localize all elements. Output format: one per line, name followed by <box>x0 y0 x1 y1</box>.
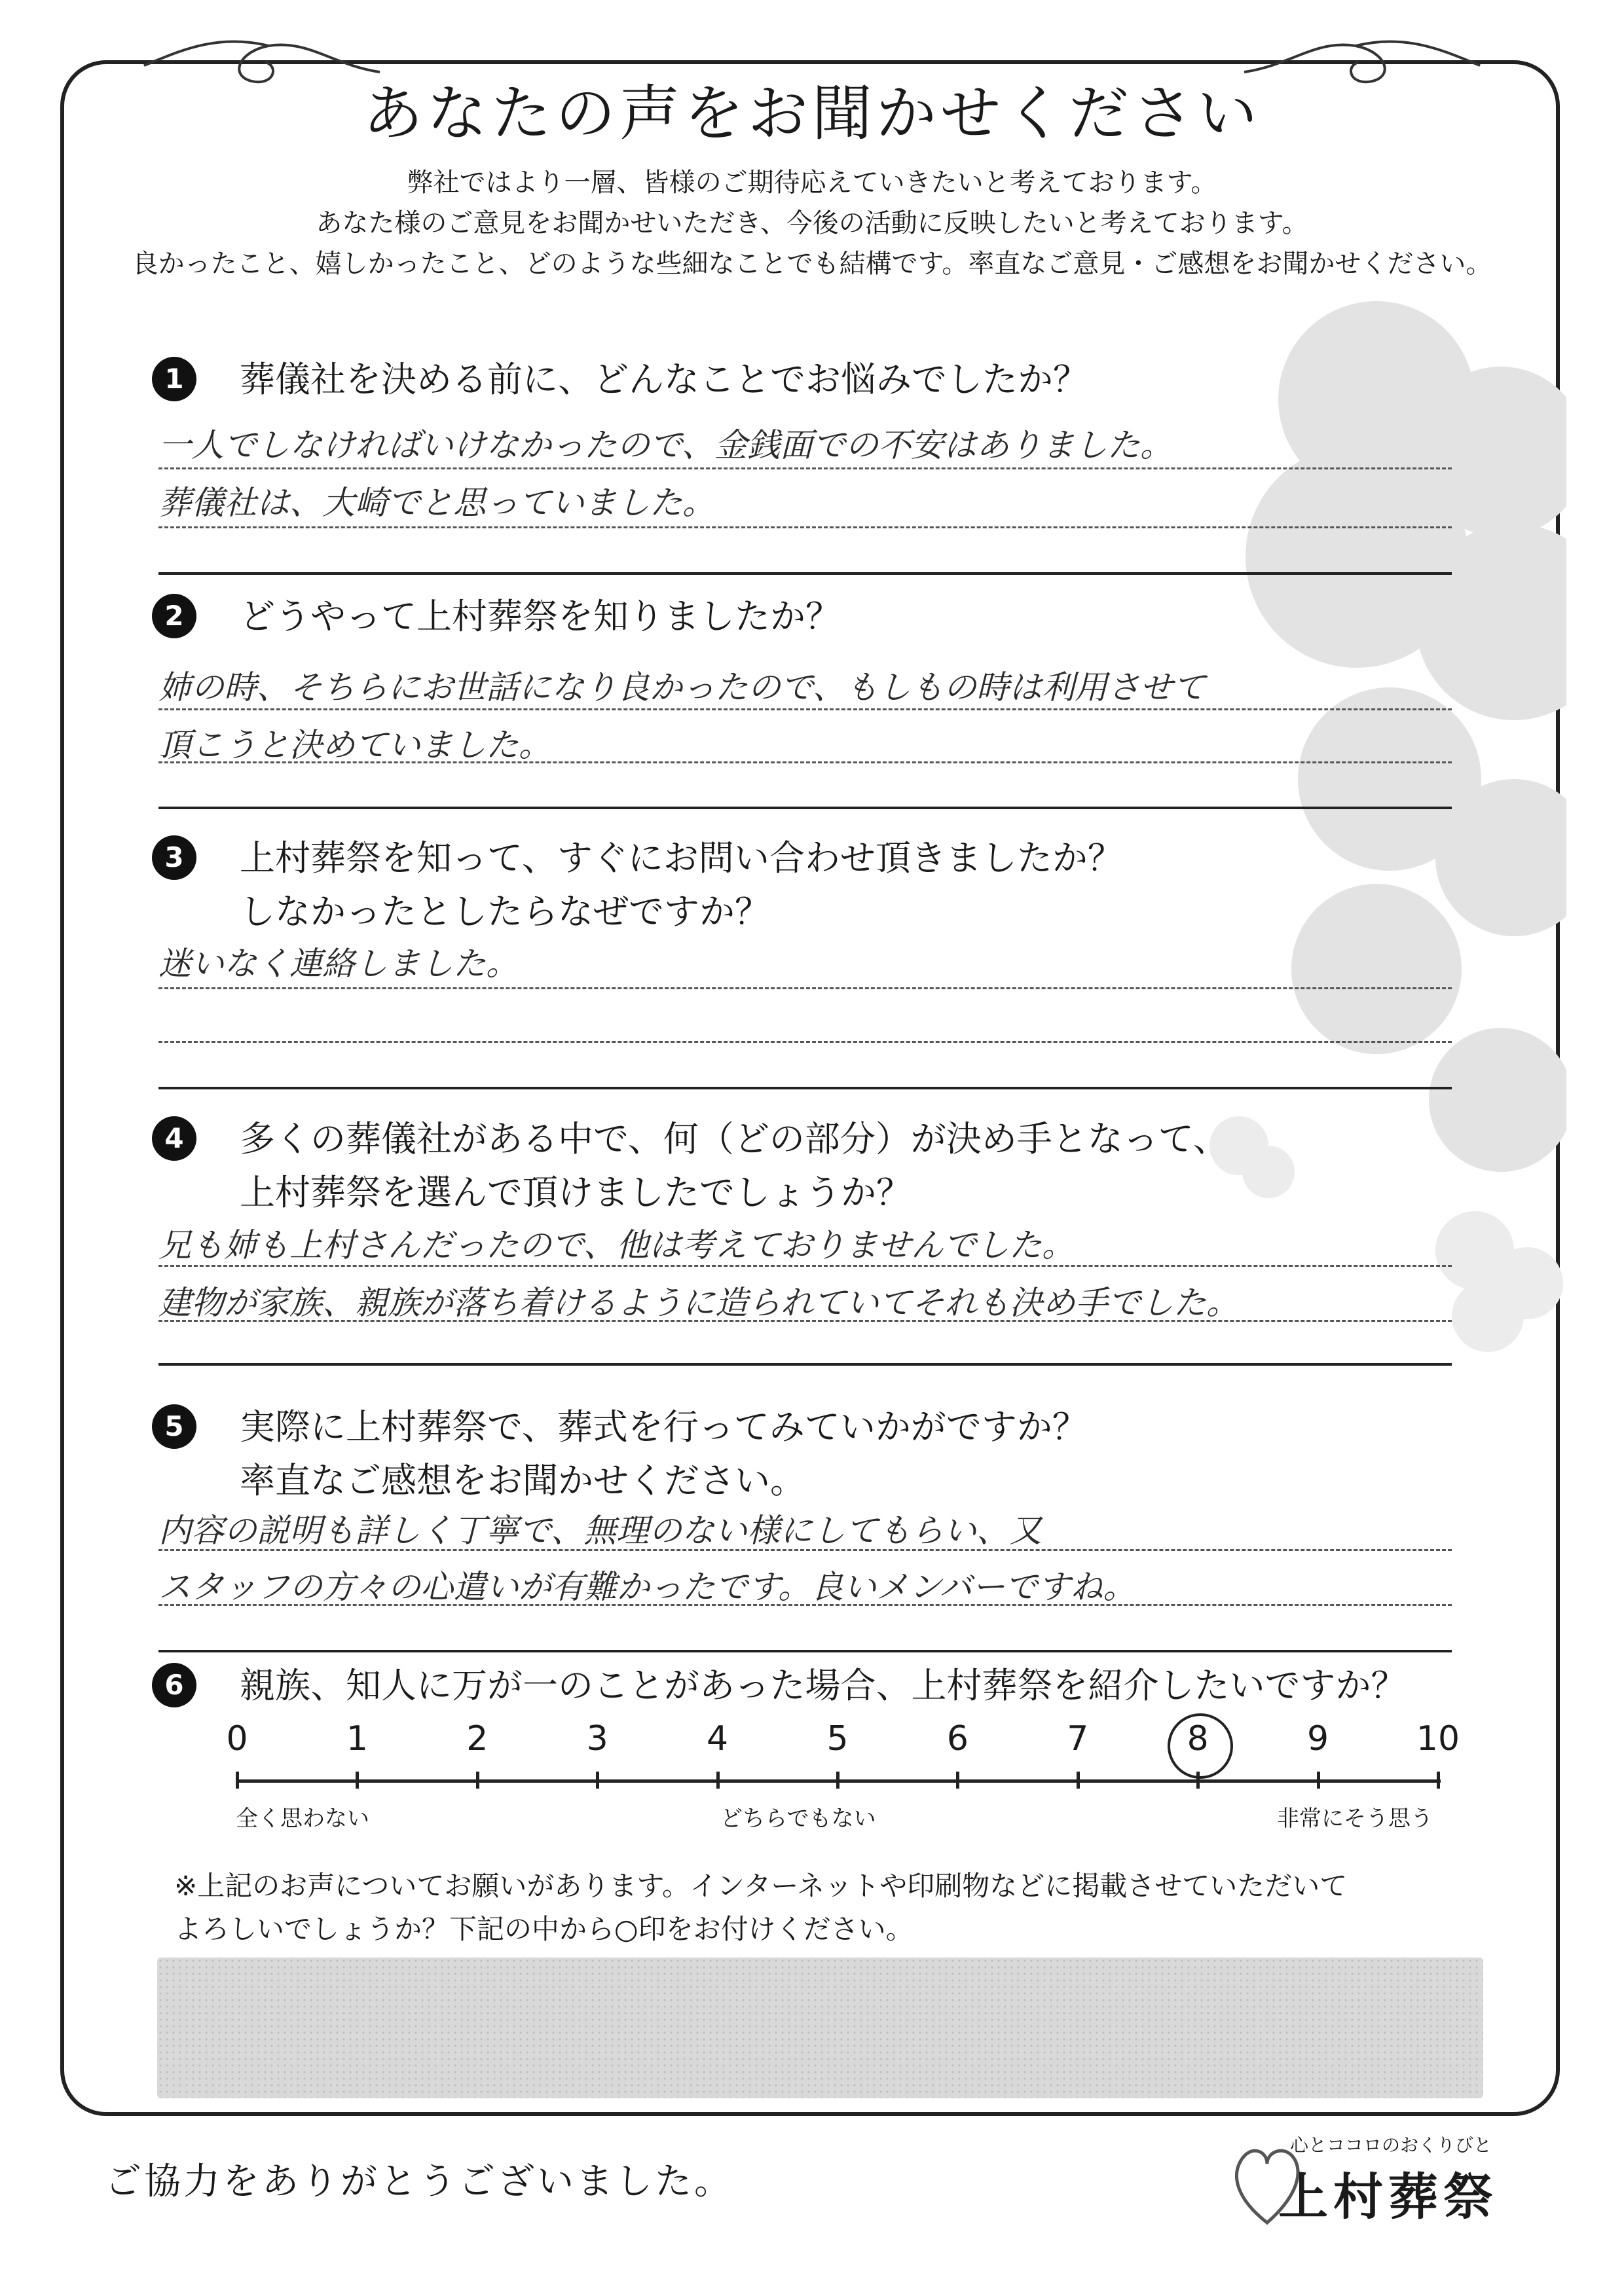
scale-tick <box>836 1772 840 1789</box>
answer-line: 一人でしなければいけなかったので、金銭面での不安はありました。 <box>158 426 1173 464</box>
thanks-message: ご協力をありがとうございました。 <box>105 2160 733 2203</box>
scale-tick <box>476 1772 479 1789</box>
section-divider <box>158 572 1452 575</box>
scale-tick <box>1077 1772 1080 1789</box>
intro-line: 弊社ではより一層、皆様のご期待応えていきたいと考えております。 <box>407 168 1217 198</box>
answer-line: スタッフの方々の心遣いが有難かったです。良いメンバーですね。 <box>158 1568 1136 1606</box>
question-number: 5 <box>152 1404 196 1449</box>
scale-number-10: 10 <box>1416 1719 1460 1758</box>
scale-number-3: 3 <box>586 1719 608 1758</box>
logo-tagline: 心とココロのおくりびと <box>1290 2134 1492 2156</box>
question-text-line: 実際に上村葬祭で、葬式を行ってみていかがですか？ <box>240 1406 1088 1448</box>
question-text-line: 多くの葬儀社がある中で、何（どの部分）が決め手となって、 <box>240 1118 1228 1159</box>
answer-line: 迷いなく連絡しました。 <box>158 945 519 983</box>
intro-line: あなた様のご意見をお聞かせいただき、今後の活動に反映したいと考えております。 <box>316 208 1308 238</box>
page-title: あなたの声をお聞かせください <box>362 79 1261 149</box>
selected-rating-circle <box>1168 1713 1233 1779</box>
intro-line: 良かったこと、嬉しかったこと、どのような些細なことでも結構です。率直なご意見・ご感想をお聞かせください。 <box>132 249 1492 279</box>
dashed-rule <box>158 1549 1452 1551</box>
question-text <box>240 1400 1088 1508</box>
intro-text <box>118 162 1506 284</box>
note-line: よろしいでしょうか？下記の中から○印をお付けください。 <box>174 1913 913 1945</box>
section-divider <box>158 1650 1452 1652</box>
question-text: 親族、知人に万が一のことがあった場合、上村葬祭を紹介したいですか？ <box>240 1665 1407 1706</box>
scale-number-7: 7 <box>1067 1719 1089 1758</box>
question-number: 6 <box>152 1663 196 1707</box>
dashed-rule <box>158 1265 1452 1267</box>
scale-number-0: 0 <box>226 1719 248 1758</box>
answer-line: 姉の時、そちらにお世話になり良かったので、もしもの時は利用させて <box>158 668 1206 706</box>
dashed-rule <box>158 1320 1452 1322</box>
dashed-rule <box>158 467 1452 469</box>
section-divider <box>158 1363 1452 1366</box>
scale-number-8: 8 <box>1187 1719 1209 1758</box>
question-text-line: 率直なご感想をお聞かせください。 <box>240 1460 805 1501</box>
question-text-line: 上村葬祭を知って、すぐにお問い合わせ頂きましたか？ <box>240 837 1123 879</box>
dashed-rule <box>158 987 1452 989</box>
scale-number-4: 4 <box>707 1719 729 1758</box>
question-number: 2 <box>152 594 196 638</box>
question-text-line: しなかったとしたらなぜですか？ <box>240 891 770 932</box>
scale-number-1: 1 <box>346 1719 368 1758</box>
dashed-rule <box>158 761 1452 763</box>
scale-label-high: 非常にそう思う <box>1277 1806 1433 1832</box>
answer-line: 頂こうと決めていました。 <box>158 726 551 764</box>
dashed-rule <box>158 1604 1452 1606</box>
dashed-rule <box>158 708 1452 710</box>
logo-name: 上村葬祭 <box>1278 2168 1498 2226</box>
answer-line: 内容の説明も詳しく丁寧で、無理のない様にしてもらい、又 <box>158 1512 1042 1550</box>
dashed-rule <box>158 526 1452 528</box>
scale-tick <box>236 1772 239 1789</box>
scale-tick <box>716 1772 720 1789</box>
question-text: どうやって上村葬祭を知りましたか？ <box>240 596 841 637</box>
note-line: ※上記のお声についてお願いがあります。インターネットや印刷物などに掲載させていただいて <box>174 1870 1348 1902</box>
scale-tick <box>1437 1772 1440 1789</box>
section-divider <box>158 807 1452 809</box>
scale-label-low: 全く思わない <box>236 1806 369 1832</box>
scale-number-6: 6 <box>946 1719 969 1758</box>
scale-tick <box>356 1772 359 1789</box>
scale-number-9: 9 <box>1307 1719 1329 1758</box>
section-divider <box>158 1087 1452 1089</box>
question-number: 4 <box>152 1116 196 1161</box>
scale-tick <box>956 1772 959 1789</box>
question-number: 1 <box>152 357 196 401</box>
redacted-area <box>157 1958 1483 2098</box>
scale-tick <box>596 1772 599 1789</box>
scale-number-2: 2 <box>466 1719 489 1758</box>
question-text <box>240 831 1123 939</box>
answer-line: 兄も姉も上村さんだったので、他は考えておりませんでした。 <box>158 1226 1075 1264</box>
scale-label-mid: どちらでもない <box>720 1806 876 1832</box>
answer-line: 葬儀社は、大崎でと思っていました。 <box>158 484 715 522</box>
publication-consent-note <box>174 1865 1347 1951</box>
question-number: 3 <box>152 835 196 880</box>
question-text: 葬儀社を決める前に、どんなことでお悩みでしたか？ <box>240 359 1088 400</box>
question-text-line: 上村葬祭を選んで頂けましたでしょうか？ <box>240 1172 912 1213</box>
question-text <box>240 1112 1228 1220</box>
answer-line: 建物が家族、親族が落ち着けるように造られていてそれも決め手でした。 <box>158 1284 1239 1322</box>
dashed-rule <box>158 1041 1452 1043</box>
scale-number-5: 5 <box>826 1719 849 1758</box>
scale-tick <box>1317 1772 1320 1789</box>
